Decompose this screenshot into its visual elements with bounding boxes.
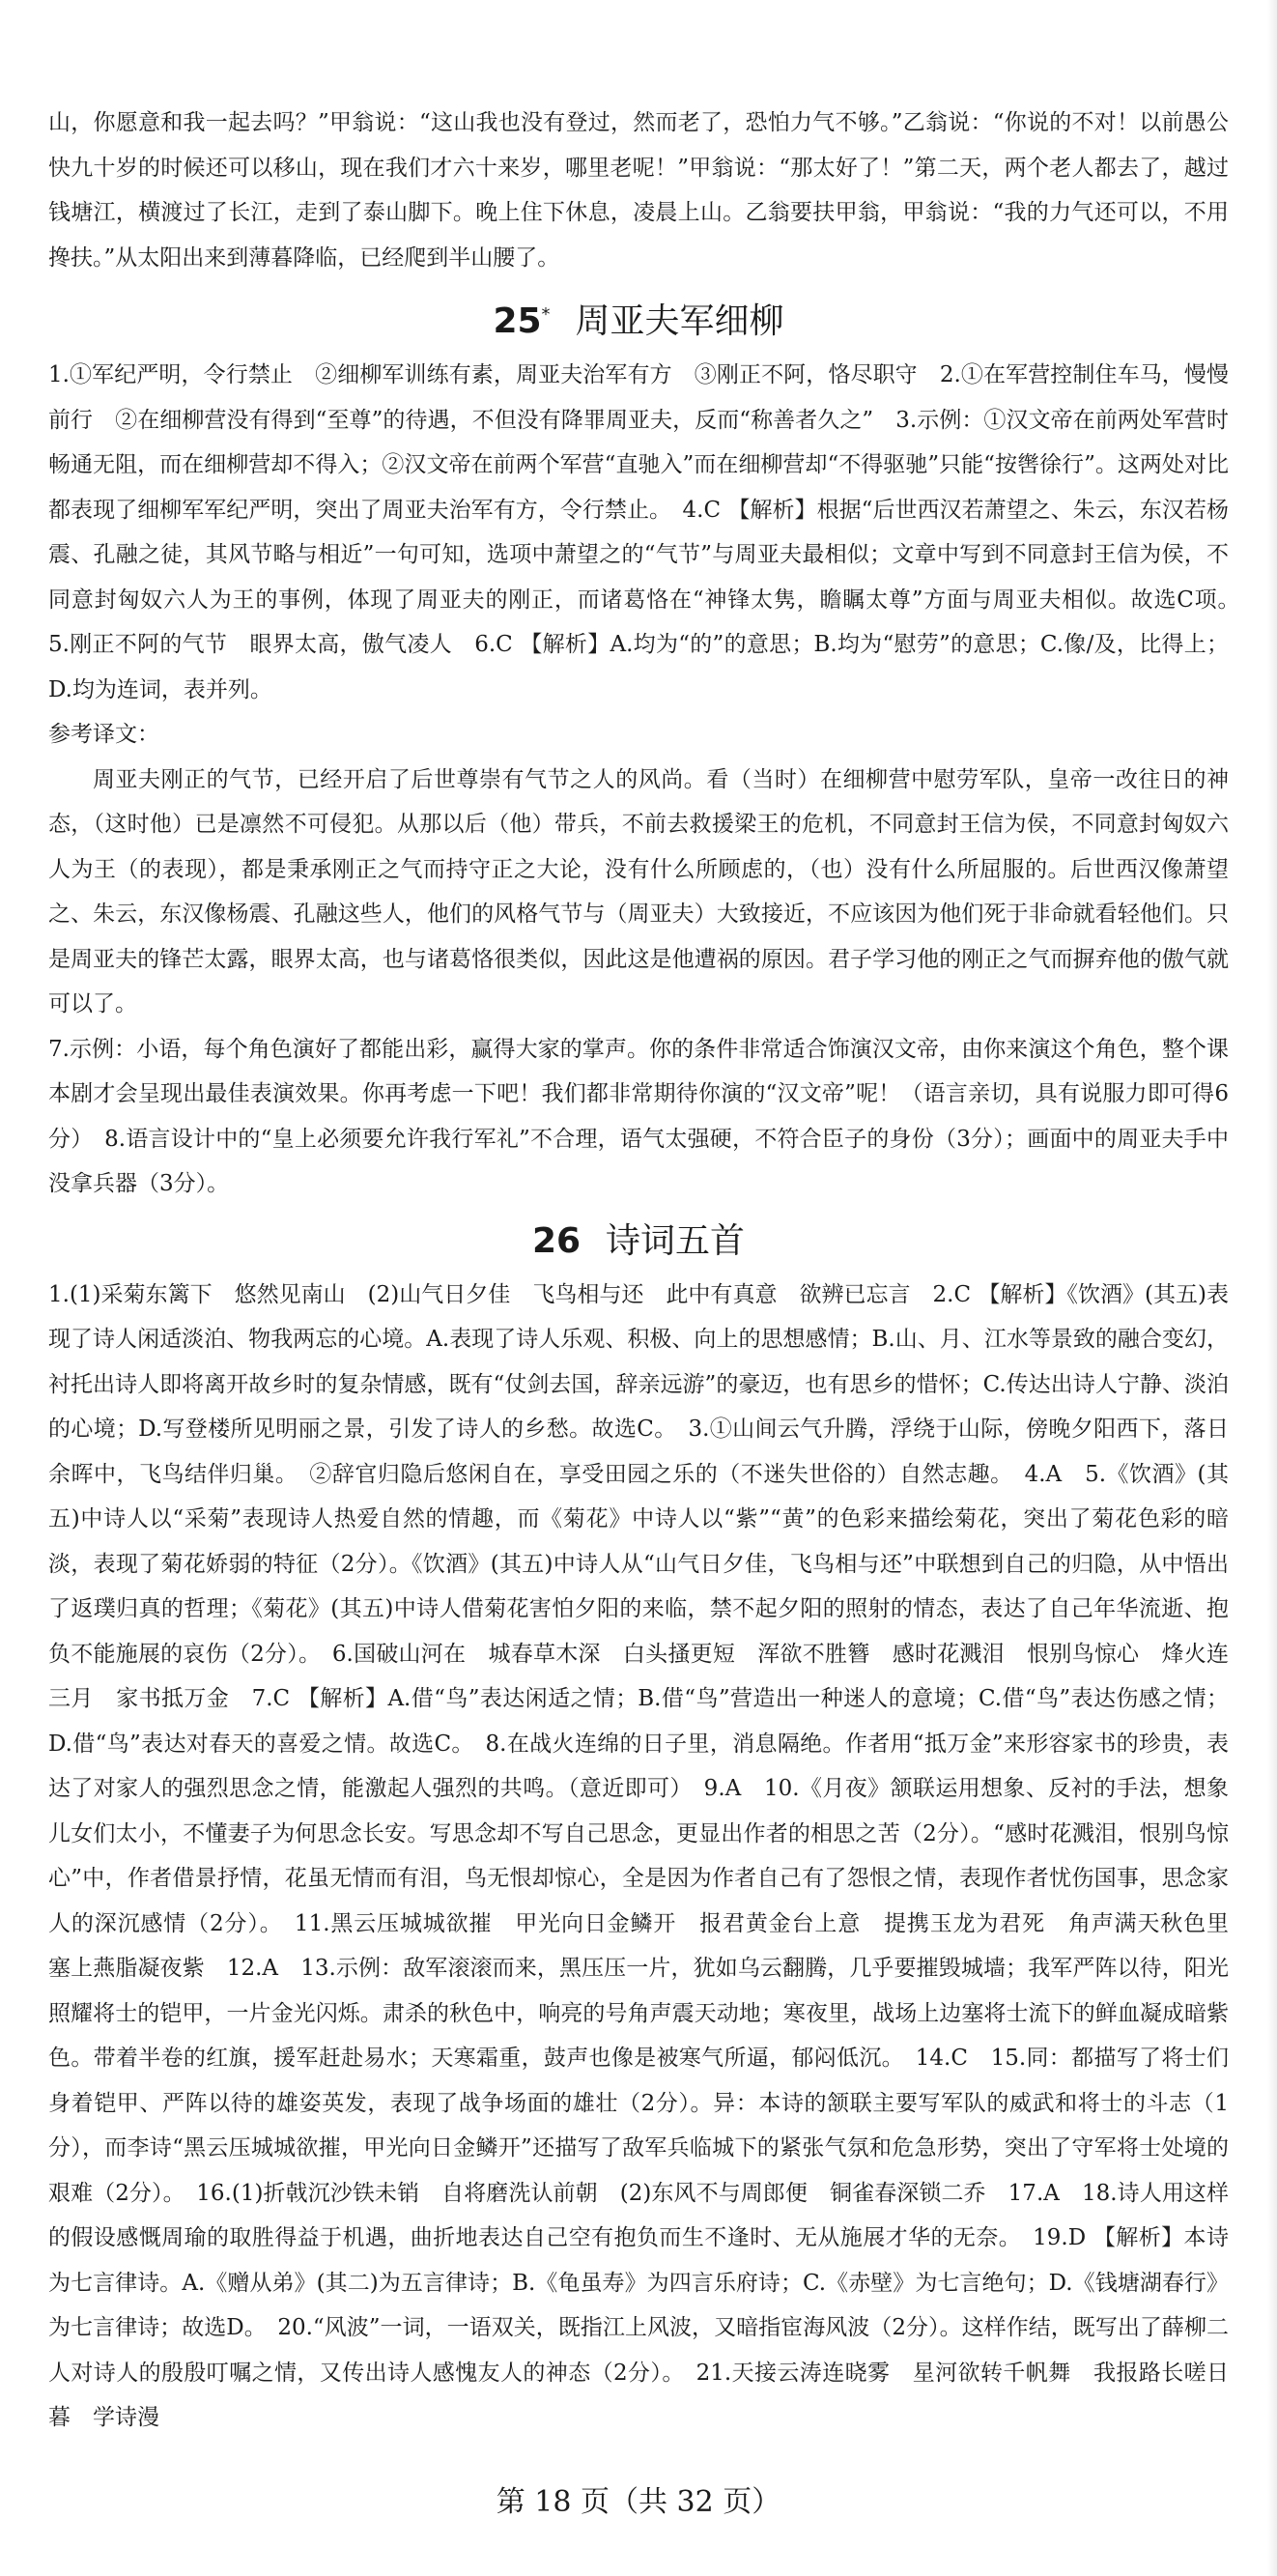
top-paragraph: 山，你愿意和我一起去吗？”甲翁说：“这山我也没有登过，然而老了，恐怕力气不够。”乙翁说：“你说的不对！以前愚公快九十岁的时候还可以移山，现在我们才六十来岁，哪里老呢！”甲翁说：“那太好了！”第二天，两个老人都去了，越过钱塘江，横渡过了长江，走到了泰山脚下。晚上住下休息，凌晨上山。乙翁要扶甲翁，甲翁说：“我的力气还可以，不用搀扶。”从太阳出来到薄暮降临，已经爬到半山腰了。: [48, 110, 1229, 271]
section-25-number: 25: [493, 301, 542, 341]
section-26-number: 26: [531, 1220, 582, 1261]
answer-page: [48, 100, 1251, 2441]
section-25-answers: 1.①军纪严明，令行禁止 ②细柳军训练有素，周亚夫治军有方 ③刚正不阿，恪尽职守 2.①在军营控制住车马，慢慢前行 ②在细柳营没有得到“至尊”的待遇，不但没有降罪周亚夫，反而“称善者久之” 3.示例：①汉文帝在前两处军营时畅通无阻，而在细柳营却不得入；②汉文帝在前两个军营“直驰入”而在细柳营却“不得驱驰”只能“按辔徐行”。这两处对比都表现了细柳军军纪严明，突出了周亚夫治军有方，令行禁止。 4.C 【解析】根据“后世西汉若萧望之、朱云，东汉若杨震、孔融之徒，其风节略与相近”一句可知，选项中萧望之的“气节”与周亚夫最相似；文章中写到不同意封王信为侯，不同意封匈奴六人为王的事例，体现了周亚夫的刚正，而诸葛恪在“神锋太隽，瞻瞩太尊”方面与周亚夫相似。故选C项。 5.刚正不阿的气节 眼界太高，傲气凌人 6.C 【解析】A.均为“的”的意思；B.均为“慰劳”的意思；C.像/及，比得上；D.均为连词，表并列。: [48, 362, 1251, 702]
section-26-answers: 1.(1)采菊东篱下 悠然见南山 (2)山气日夕佳 飞鸟相与还 此中有真意 欲辨已忘言 2.C 【解析】《饮酒》(其五)表现了诗人闲适淡泊、物我两忘的心境。A.表现了诗人乐观、积极、向上的思想感情；B.山、月、江水等景致的融合变幻，衬托出诗人即将离开故乡时的复杂情感，既有“仗剑去国，辞亲远游”的豪迈，也有思乡的惜怀；C.传达出诗人宁静、淡泊的心境；D.写登楼所见明丽之景，引发了诗人的乡愁。故选C。 3.①山间云气升腾，浮绕于山际，傍晚夕阳西下，落日余晖中，飞鸟结伴归巢。 ②辞官归隐后悠闲自在，享受田园之乐的（不迷失世俗的）自然志趣。 4.A 5.《饮酒》(其五)中诗人以“采菊”表现诗人热爱自然的情趣，而《菊花》中诗人以“紫”“黄”的色彩来描绘菊花，突出了菊花色彩的暗淡，表现了菊花娇弱的特征（2分）。《饮酒》(其五)中诗人从“山气日夕佳，飞鸟相与还”中联想到自己的归隐，从中悟出了返璞归真的哲理；《菊花》(其五)中诗人借菊花害怕夕阳的来临，禁不起夕阳的照射的情态，表达了自己年华流逝、抱负不能施展的哀伤（2分）。 6.国破山河在 城春草木深 白头搔更短 浑欲不胜簪 感时花溅泪 恨别鸟惊心 烽火连三月 家书抵万金 7.C 【解析】A.借“鸟”表达闲适之情；B.借“鸟”营造出一种迷人的意境；C.借“鸟”表达伤感之情；D.借“鸟”表达对春天的喜爱之情。故选C。 8.在战火连绵的日子里，消息隔绝。作者用“抵万金”来形容家书的珍贵，表达了对家人的强烈思念之情，能激起人强烈的共鸣。（意近即可） 9.A 10.《月夜》颔联运用想象、反衬的手法，想象儿女们太小，不懂妻子为何思念长安。写思念却不写自己思念，更显出作者的相思之苦（2分）。“感时花溅泪，恨别鸟惊心”中，作者借景抒情，花虽无情而有泪，鸟无恨却惊心，全是因为作者自己有了怨恨之情，表现作者忧伤国事，思念家人的深沉感情（2分）。 11.黑云压城城欲摧 甲光向日金鳞开 报君黄金台上意 提携玉龙为君死 角声满天秋色里 塞上燕脂凝夜紫 12.A 13.示例：敌军滚滚而来，黑压压一片，犹如乌云翻腾，几乎要摧毁城墙；我军严阵以待，阳光照耀将士的铠甲，一片金光闪烁。肃杀的秋色中，响亮的号角声震天动地；寒夜里，战场上边塞将士流下的鲜血凝成暗紫色。带着半卷的红旗，援军赶赴易水；天寒霜重，鼓声也像是被寒气所逼，郁闷低沉。 14.C 15.同：都描写了将士们身着铠甲、严阵以待的雄姿英发，表现了战争场面的雄壮（2分）。异：本诗的颔联主要写军队的威武和将士的斗志（1分），而李诗“黑云压城城欲摧，甲光向日金鳞开”还描写了敌军兵临城下的紧张气氛和危急形势，突出了守军将士处境的艰难（2分）。 16.(1)折戟沉沙铁未销 自将磨洗认前朝 (2)东风不与周郎便 铜雀春深锁二乔 17.A 18.诗人用这样的假设感慨周瑜的取胜得益于机遇，曲折地表达自己空有抱负而生不逢时、无从施展才华的无奈。 19.D 【解析】本诗为七言律诗。A.《赠从弟》(其二)为五言律诗；B.《龟虽寿》为四言乐府诗；C.《赤壁》为七言绝句；D.《钱塘湖春行》为七言律诗；故选D。 20.“风波”一词，一语双关，既指江上风波，又暗指宦海风波（2分）。这样作结，既写出了薛柳二人对诗人的殷殷叮嘱之情，又传出诗人感愧友人的神态（2分）。 21.天接云涛连晓雾 星河欲转千帆舞 我报路长嗟日暮 学诗漫: [48, 1281, 1251, 2430]
section-25-heading: [48, 286, 1229, 351]
page-edge-shadow: [1267, 0, 1277, 2576]
translation-paragraph: 周亚夫刚正的气节，已经开启了后世尊崇有气节之人的风尚。看（当时）在细柳营中慰劳军队，皇帝一改往日的神态，（这时他）已是凛然不可侵犯。从那以后（他）带兵，不前去救援梁王的危机，不同意封王信为侯，不同意封匈奴六人为王（的表现），都是秉承刚正之气而持守正之大论，没有什么所顾虑的，（也）没有什么所屈服的。后世西汉像萧望之、朱云，东汉像杨震、孔融这些人，他们的风格气节与（周亚夫）大致接近，不应该因为他们死于非命就看轻他们。只是周亚夫的锋芒太露，眼界太高，也与诸葛恪很类似，因此这是他遭祸的原因。君子学习他的刚正之气而摒弃他的傲气就可以了。: [48, 766, 1229, 1016]
section-26-title: 诗词五首: [606, 1220, 746, 1261]
translation-label: 参考译文：: [48, 722, 159, 747]
section-25-star: *: [541, 304, 551, 325]
page-footer: 第 18 页（共 32 页）: [496, 2485, 781, 2519]
section-25-answers-2: 7.示例：小语，每个角色演好了都能出彩，赢得大家的掌声。你的条件非常适合饰演汉文帝，由你来演这个角色，整个课本剧才会呈现出最佳表演效果。你再考虑一下吧！我们都非常期待你演的“汉文帝”呢！（语言亲切，具有说服力即可得6分） 8.语言设计中的“皇上必须要允许我行军礼”不合理，语气太强硬，不符合臣子的身份（3分）；画面中的周亚夫手中没拿兵器（3分）。: [48, 1036, 1229, 1196]
section-26-heading: [48, 1213, 1229, 1271]
section-25-title: 周亚夫军细柳: [575, 301, 784, 341]
